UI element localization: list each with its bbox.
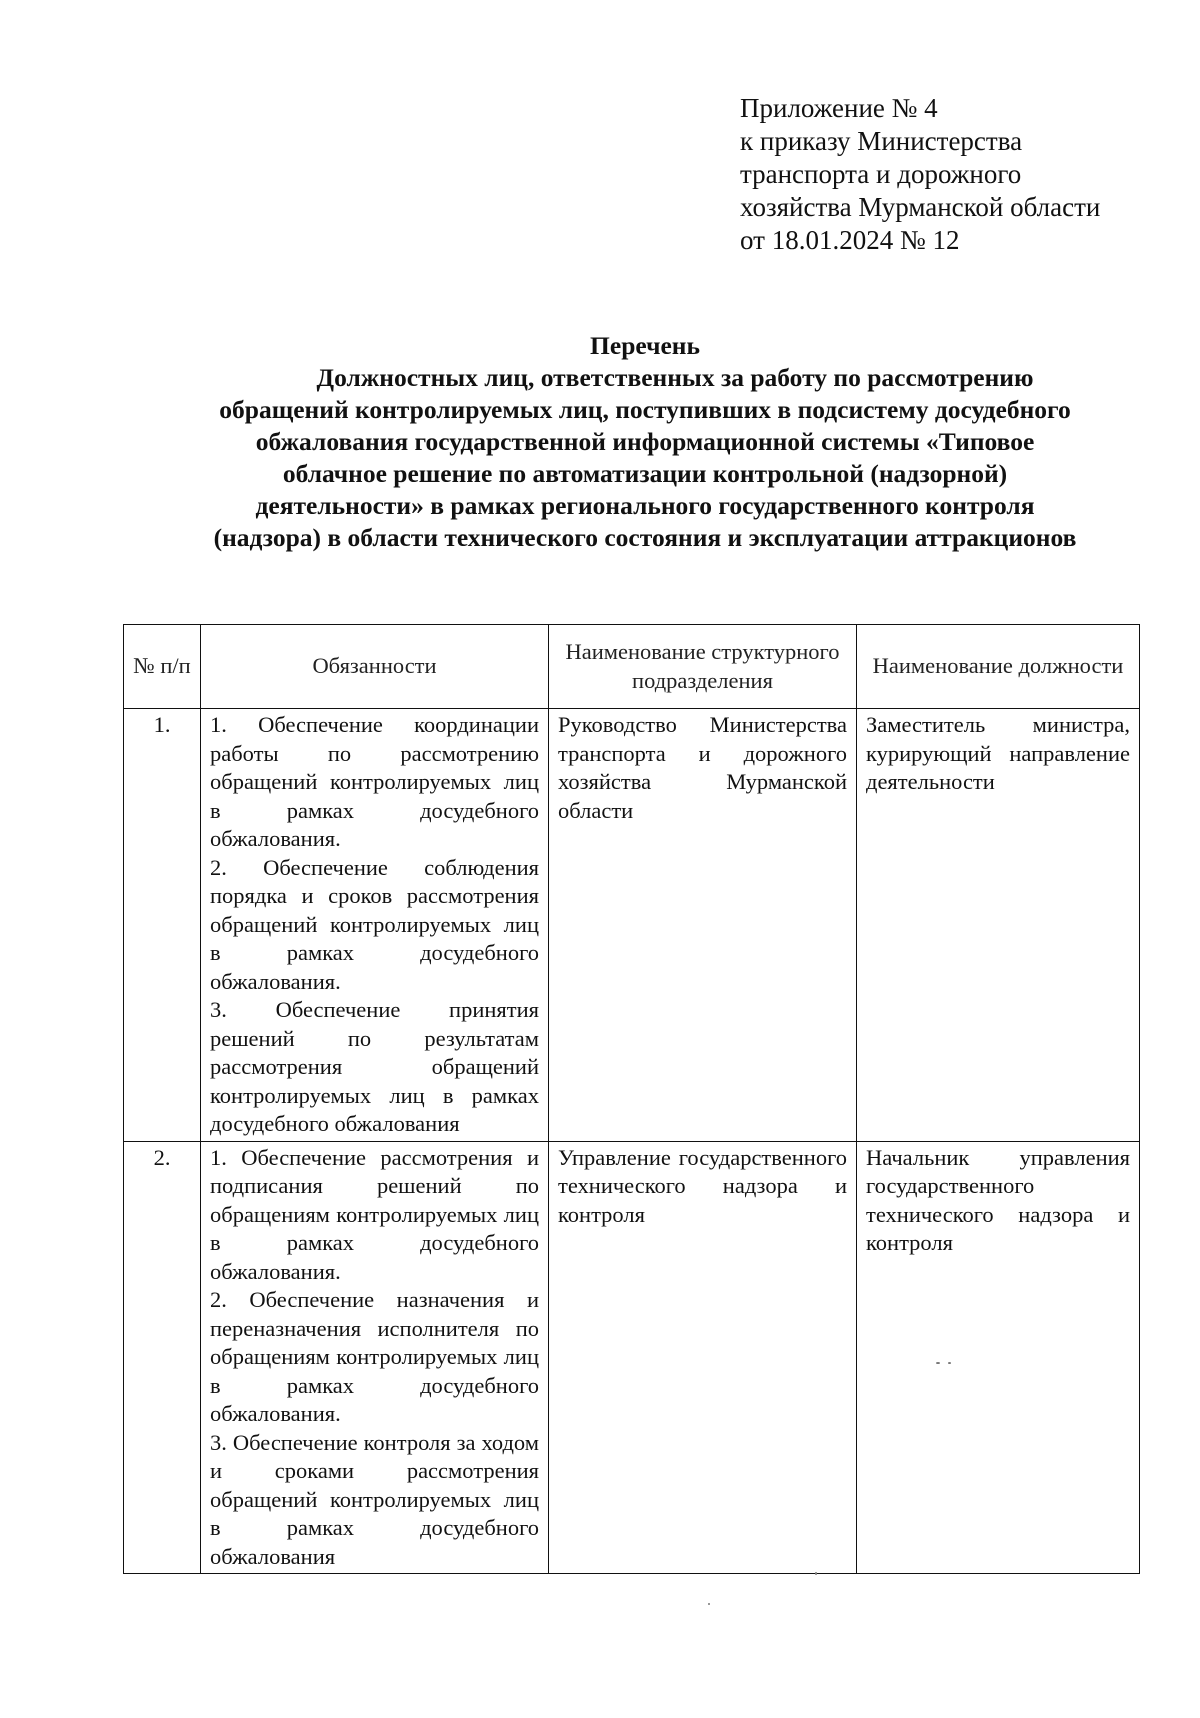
row-position: Начальник управления государственного технического надзора и контроля [857, 1141, 1140, 1574]
table-header-row [124, 625, 1140, 709]
scan-speck [815, 1572, 817, 1575]
row-duties [201, 1141, 549, 1574]
document-title [120, 330, 1170, 554]
header-unit: Наименование структурного подразделения [549, 625, 857, 709]
appendix-line: хозяйства Мурманской области [740, 192, 1101, 222]
duty-item: 1. Обеспечение рассмотрения и подписания решений по обращениям контролируемых лиц в рамках досудебного обжалования. [210, 1144, 539, 1284]
header-duties: Обязанности [201, 625, 549, 709]
appendix-line: транспорта и дорожного [740, 159, 1022, 189]
row-number: 2. [124, 1141, 201, 1574]
row-number: 1. [124, 709, 201, 1142]
row-unit: Управление государственного технического надзора и контроля [549, 1141, 857, 1574]
header-number: № п/п [124, 625, 201, 709]
duty-item: 3. Обеспечение принятия решений по результатам рассмотрения обращений контролируемых лиц в рамках досудебного обжалования [210, 997, 539, 1136]
table-row [124, 1141, 1140, 1574]
appendix-block [740, 92, 1100, 257]
title-heading: Перечень [590, 331, 700, 360]
scan-speck [936, 1362, 940, 1364]
scan-speck [948, 1362, 951, 1364]
header-position: Наименование должности [857, 625, 1140, 709]
table-row [124, 709, 1140, 1142]
appendix-line: от 18.01.2024 № 12 [740, 225, 960, 255]
row-duties [201, 709, 549, 1142]
appendix-line: к приказу Министерства [740, 126, 1023, 156]
title-line: деятельности» в рамках регионального государственного контроля [255, 491, 1035, 520]
row-position: Заместитель министра, курирующий направление деятельности [857, 709, 1140, 1142]
duty-item: 2. Обеспечение соблюдения порядка и сроков рассмотрения обращений контролируемых лиц в рамках досудебного обжалования. [210, 854, 539, 994]
title-line: обращений контролируемых лиц, поступивших в подсистему досудебного [219, 395, 1071, 424]
appendix-line: Приложение № 4 [740, 93, 938, 123]
duty-item: 1. Обеспечение координации работы по рассмотрению обращений контролируемых лиц в рамках досудебного обжалования. [210, 712, 539, 851]
duty-item: 3. Обеспечение контроля за ходом и сроками рассмотрения обращений контролируемых лиц в рамках досудебного обжалования [210, 1429, 539, 1569]
title-line: облачное решение по автоматизации контрольной (надзорной) [282, 459, 1008, 488]
scan-speck [708, 1603, 710, 1605]
responsibilities-table [123, 624, 1140, 1574]
title-line: обжалования государственной информационной системы «Типовое [255, 427, 1035, 456]
title-line: (надзора) в области технического состояния и эксплуатации аттракционов [213, 523, 1077, 552]
duty-item: 2. Обеспечение назначения и переназначения исполнителя по обращениям контролируемых лиц в рамках досудебного обжалования. [210, 1287, 539, 1426]
title-line: Должностных лиц, ответственных за работу по рассмотрению [316, 363, 1034, 392]
row-unit: Руководство Министерства транспорта и дорожного хозяйства Мурманской области [549, 709, 857, 1142]
